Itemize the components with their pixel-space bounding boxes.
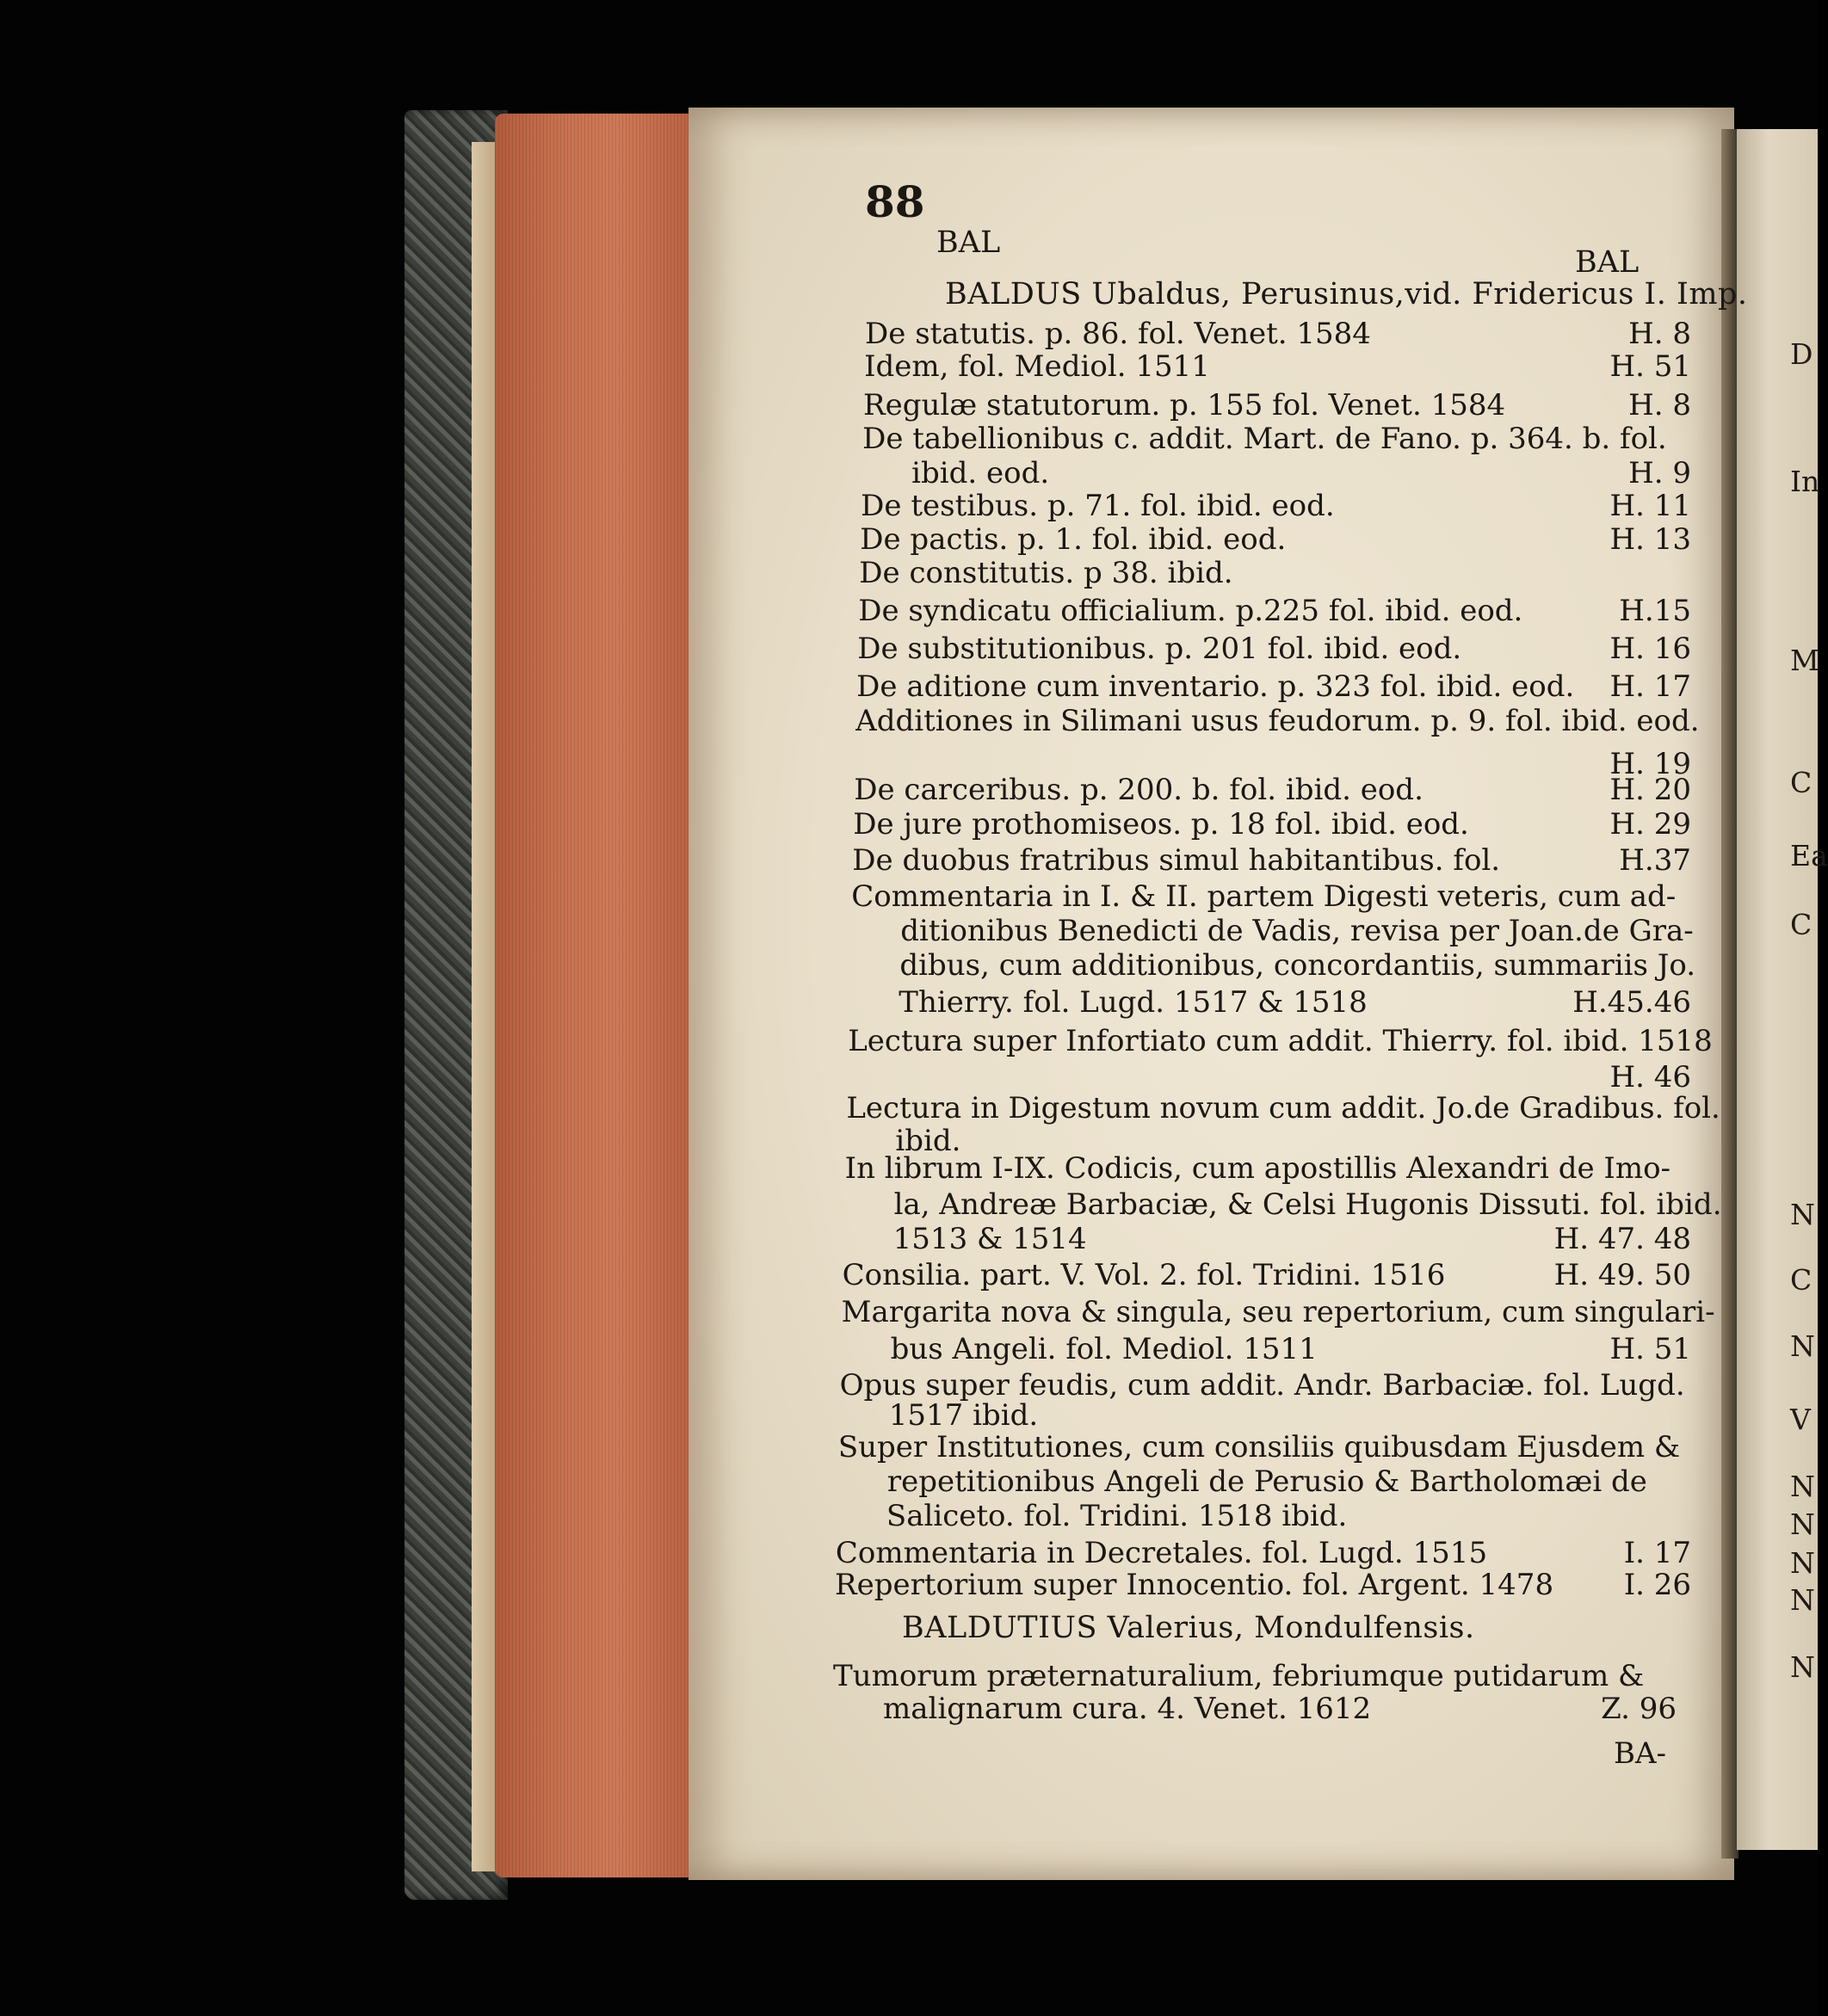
shelfmark-ref: H. 49. 50 bbox=[1553, 1258, 1691, 1292]
entry-line bbox=[893, 1222, 1691, 1256]
entry-line-text: Consilia. part. V. Vol. 2. fol. Tridini. 1516 bbox=[842, 1258, 1446, 1292]
entry-line bbox=[865, 317, 1691, 351]
running-header-right: BAL bbox=[1575, 245, 1640, 280]
entry-heading-baldutius: BALDUTIUS Valerius, Mondulfensis. bbox=[902, 1611, 1475, 1645]
entry-line-text: De jure prothomiseos. p. 18 fol. ibid. eod. bbox=[853, 807, 1469, 842]
shelfmark-ref: H. 51 bbox=[1609, 349, 1691, 384]
entry-line bbox=[858, 594, 1691, 628]
shelfmark-ref: H. 13 bbox=[1609, 522, 1691, 557]
entry-line bbox=[883, 1692, 1677, 1726]
shelfmark-ref: H. 46 bbox=[1609, 1060, 1691, 1094]
shelfmark-ref: H. 47. 48 bbox=[1553, 1222, 1691, 1256]
next-page-letter: C bbox=[1790, 908, 1813, 941]
entry-line-text: ditionibus Benedicti de Vadis, revisa per Joan.de Gra- bbox=[900, 914, 1694, 948]
entry-line bbox=[838, 1430, 1691, 1464]
entry-line bbox=[853, 807, 1691, 842]
entry-line-text: De duobus fratribus simul habitantibus. fol. bbox=[852, 843, 1501, 878]
entry-line bbox=[851, 879, 1691, 914]
entry-line bbox=[840, 1368, 1691, 1403]
entry-line bbox=[900, 914, 1694, 948]
next-page-letter: M bbox=[1790, 644, 1819, 677]
entry-line bbox=[855, 704, 1700, 738]
entry-line bbox=[891, 1332, 1691, 1366]
entry-line-text: 1517 ibid. bbox=[888, 1398, 1039, 1433]
running-header-left: BAL bbox=[936, 225, 1001, 260]
entry-line-text: De statutis. p. 86. fol. Venet. 1584 bbox=[865, 317, 1371, 351]
entry-line-text: Repertorium super Innocentio. fol. Argent. 1478 bbox=[835, 1568, 1554, 1602]
entry-line bbox=[859, 556, 1691, 590]
entry-line bbox=[860, 522, 1691, 557]
entry-line-text: Margarita nova & singula, seu repertorium, cum singulari- bbox=[841, 1295, 1715, 1329]
next-page-letter: In bbox=[1790, 465, 1820, 498]
shelfmark-ref: H. 8 bbox=[1628, 388, 1691, 422]
shelfmark-ref: H. 9 bbox=[1628, 456, 1691, 490]
shelfmark-ref: H. 16 bbox=[1609, 632, 1691, 666]
entry-line-text: De tabellionibus c. addit. Mart. de Fano. p. 364. b. fol. bbox=[862, 422, 1667, 456]
next-page-letter: N bbox=[1790, 1583, 1815, 1617]
entry-line bbox=[864, 349, 1691, 384]
next-page-letter: D bbox=[1790, 337, 1813, 371]
entry-line bbox=[862, 422, 1691, 456]
gutter bbox=[1721, 129, 1738, 1859]
shelfmark-ref: H. 51 bbox=[1609, 1332, 1691, 1366]
entry-line bbox=[833, 1659, 1677, 1693]
entry-line bbox=[856, 669, 1691, 704]
entry-line-text: Opus super feudis, cum addit. Andr. Barbaciæ. fol. Lugd. bbox=[839, 1368, 1685, 1403]
shelfmark-ref: H. 17 bbox=[1609, 669, 1691, 704]
entry-line-text: dibus, cum additionibus, concordantiis, summariis Jo. bbox=[899, 948, 1696, 983]
entry-line-text: De testibus. p. 71. fol. ibid. eod. bbox=[861, 489, 1335, 523]
entry-line bbox=[845, 1151, 1691, 1186]
next-page-letter: V bbox=[1790, 1403, 1811, 1436]
entry-line-text: Super Institutiones, cum consiliis quibusdam Ejusdem & bbox=[837, 1430, 1681, 1464]
entry-line-text: la, Andreæ Barbaciæ, & Celsi Hugonis Dissuti. fol. ibid. bbox=[893, 1187, 1722, 1222]
entry-line-text: Thierry. fol. Lugd. 1517 & 1518 bbox=[899, 985, 1368, 1020]
shelfmark-ref: Z. 96 bbox=[1601, 1692, 1677, 1726]
shelfmark-ref: H.15 bbox=[1619, 594, 1691, 628]
shelfmark-ref: H.37 bbox=[1619, 843, 1691, 878]
entry-line-text: De carceribus. p. 200. b. fol. ibid. eod. bbox=[854, 773, 1423, 807]
entry-line-text: repetitionibus Angeli de Perusio & Bartholomæi de bbox=[886, 1464, 1647, 1499]
entry-line-text: Commentaria in I. & II. partem Digesti veteris, cum ad- bbox=[851, 879, 1677, 914]
next-page-letter: N bbox=[1790, 1507, 1815, 1541]
entry-line-text: De syndicatu officialium. p.225 fol. ibid. eod. bbox=[858, 594, 1523, 628]
entry-line bbox=[847, 1060, 1691, 1094]
entry-line bbox=[848, 1024, 1713, 1058]
entry-line-text: ibid. bbox=[895, 1124, 961, 1158]
entry-line bbox=[889, 1398, 1691, 1433]
entry-line-text: Lectura in Digestum novum cum addit. Jo.de Gradibus. fol. bbox=[846, 1091, 1720, 1125]
entry-line bbox=[852, 843, 1691, 878]
catchword: BA- bbox=[1614, 1736, 1667, 1771]
shelfmark-ref: H. 19 bbox=[1609, 747, 1691, 781]
entry-line-text: Idem, fol. Mediol. 1511 bbox=[864, 349, 1210, 384]
entry-line bbox=[846, 1091, 1720, 1125]
entry-line-text: In librum I-IX. Codicis, cum apostillis Alexandri de Imo- bbox=[844, 1151, 1671, 1186]
entry-line-text: De pactis. p. 1. fol. ibid. eod. bbox=[860, 522, 1287, 557]
entry-line bbox=[843, 1258, 1691, 1292]
entry-line-text: De aditione cum inventario. p. 323 fol. ibid. eod. bbox=[856, 669, 1575, 704]
entry-line bbox=[836, 1536, 1691, 1570]
entry-line-text: 1513 & 1514 bbox=[892, 1222, 1087, 1256]
entry-line-text: Additiones in Silimani usus feudorum. p. 9. fol. ibid. eod. bbox=[855, 704, 1700, 738]
entry-line bbox=[899, 985, 1691, 1020]
entry-line-text: Saliceto. fol. Tridini. 1518 ibid. bbox=[886, 1499, 1348, 1533]
entry-line bbox=[857, 632, 1691, 666]
entry-line bbox=[854, 773, 1691, 807]
page-edges bbox=[495, 114, 697, 1877]
next-page-letter: C bbox=[1790, 1263, 1813, 1297]
entry-line bbox=[863, 388, 1691, 422]
entry-line bbox=[886, 1499, 1691, 1533]
entry-line-text: bus Angeli. fol. Mediol. 1511 bbox=[890, 1332, 1318, 1366]
next-page-letter: N bbox=[1790, 1650, 1815, 1684]
entry-line bbox=[887, 1464, 1691, 1499]
entry-line-text: Tumorum præternaturalium, febriumque putidarum & bbox=[833, 1659, 1645, 1693]
page-number: 88 bbox=[865, 176, 925, 227]
next-page-letter: Ea bbox=[1790, 839, 1828, 872]
next-page-letter: N bbox=[1790, 1546, 1815, 1580]
entry-line-text: De substitutionibus. p. 201 fol. ibid. eod. bbox=[857, 632, 1462, 666]
entry-line bbox=[899, 948, 1696, 983]
shelfmark-ref: H.45.46 bbox=[1572, 985, 1691, 1020]
shelfmark-ref: H. 11 bbox=[1609, 489, 1691, 523]
shelfmark-ref: H. 29 bbox=[1609, 807, 1691, 842]
shelfmark-ref: I. 26 bbox=[1623, 1568, 1691, 1602]
entry-heading-baldus: BALDUS Ubaldus, Perusinus,vid. Fridericus I. Imp. bbox=[945, 277, 1748, 311]
entry-line-text: De constitutis. p 38. ibid. bbox=[859, 556, 1233, 590]
next-page-letter: N bbox=[1790, 1198, 1815, 1231]
entry-line bbox=[861, 489, 1691, 523]
entry-line-text: Regulæ statutorum. p. 155 fol. Venet. 1584 bbox=[863, 388, 1506, 422]
next-page-letter: N bbox=[1790, 1470, 1815, 1503]
entry-line-text: ibid. eod. bbox=[911, 456, 1050, 490]
entry-line bbox=[893, 1187, 1722, 1222]
entry-line-text: malignarum cura. 4. Venet. 1612 bbox=[883, 1692, 1372, 1726]
entry-line bbox=[835, 1568, 1691, 1602]
shelfmark-ref: I. 17 bbox=[1623, 1536, 1691, 1570]
shelfmark-ref: H. 20 bbox=[1609, 773, 1691, 807]
entry-line bbox=[841, 1295, 1715, 1329]
entry-line bbox=[911, 456, 1691, 490]
shelfmark-ref: H. 8 bbox=[1628, 317, 1691, 351]
entry-line-text: Commentaria in Decretales. fol. Lugd. 1515 bbox=[835, 1536, 1488, 1570]
next-page-letter: N bbox=[1790, 1329, 1815, 1363]
entry-line-text: Lectura super Infortiato cum addit. Thierry. fol. ibid. 1518 bbox=[848, 1024, 1713, 1058]
next-page-letter: C bbox=[1790, 766, 1813, 799]
